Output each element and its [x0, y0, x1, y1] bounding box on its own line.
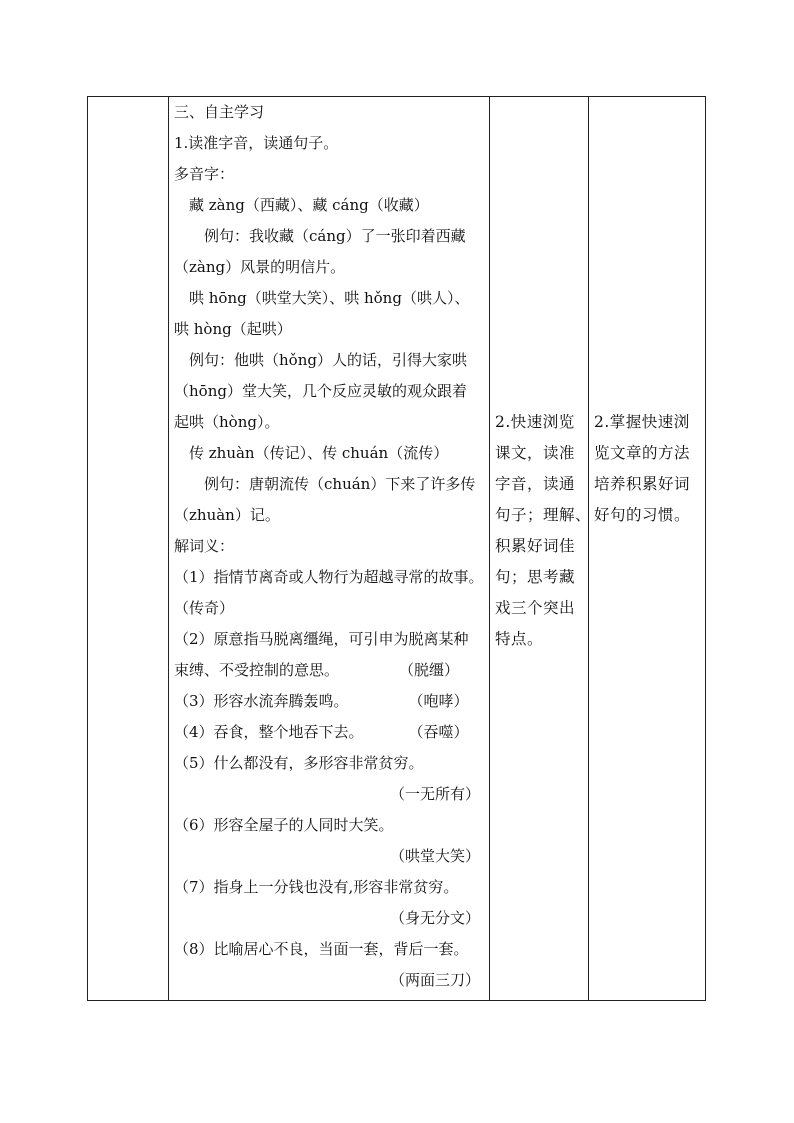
answer-line: （两面三刀） — [389, 971, 480, 989]
content-line: 例句：他哄（hǒng）人的话，引得大家哄 — [174, 351, 467, 369]
content-line: （传奇） — [174, 599, 235, 617]
activity-line: 句子；理解、 — [495, 506, 592, 524]
column-divider-2 — [489, 97, 490, 1000]
intent-line: 培养积累好词 — [594, 475, 691, 493]
answer-line: （哄堂大笑） — [389, 847, 480, 865]
content-line: （hōng）堂大笑，几个反应灵敏的观众跟着 — [174, 382, 467, 400]
content-line: （6）形容全屋子的人同时大笑。 — [174, 816, 394, 834]
section-heading: 三、自主学习 — [174, 103, 265, 121]
content-line: （2）原意指马脱离缰绳，可引申为脱离某种 — [174, 630, 469, 648]
content-line: （7）指身上一分钱也没有,形容非常贫穷。 — [174, 878, 459, 896]
content-line: （1）指情节离奇或人物行为超越寻常的故事。 — [174, 568, 484, 586]
activity-line: 特点。 — [495, 630, 544, 648]
activity-line: 2.快速浏览 — [495, 413, 575, 431]
activity-line: 积累好词佳 — [495, 537, 576, 555]
content-line: 藏 zàng（西藏）、藏 cáng（收藏） — [174, 196, 429, 214]
content-line: 例句：我收藏（cáng）了一张印着西藏 — [174, 227, 466, 245]
content-line: 起哄（hòng）。 — [174, 413, 280, 431]
activity-line: 字音，读通 — [495, 475, 576, 493]
activity-line: 课文，读准 — [495, 444, 576, 462]
content-line: 哄 hōng（哄堂大笑）、哄 hǒng（哄人）、 — [174, 289, 470, 307]
content-line: 解词义： — [174, 537, 235, 555]
answer-line: （身无分文） — [389, 909, 480, 927]
content-line: 1.读准字音，读通句子。 — [174, 134, 339, 152]
content-line: 例句：唐朝流传（chuán）下来了许多传 — [174, 475, 476, 493]
content-line: （8）比喻居心不良，当面一套，背后一套。 — [174, 940, 469, 958]
lesson-plan-table — [87, 96, 706, 1001]
intent-line: 好句的习惯。 — [594, 506, 691, 524]
activity-line: 戏三个突出 — [495, 599, 576, 617]
content-line: 传 zhuàn（传记）、传 chuán（流传） — [174, 444, 449, 462]
learning-content-cell — [168, 97, 489, 1000]
answer-line: （一无所有） — [389, 785, 480, 803]
design-intent-cell — [594, 407, 706, 531]
content-line: 束缚、不受控制的意思。 （脱缰） — [174, 661, 460, 679]
intent-line: 览文章的方法 — [594, 444, 691, 462]
intent-line: 2.掌握快速浏 — [594, 413, 690, 431]
content-line: （3）形容水流奔腾轰鸣。 （咆哮） — [174, 692, 469, 710]
content-line: （4）吞食，整个地吞下去。 （吞噬） — [174, 723, 469, 741]
content-line: （zhuàn）记。 — [174, 506, 280, 524]
content-line: （zàng）风景的明信片。 — [174, 258, 346, 276]
content-line: 哄 hòng（起哄） — [174, 320, 292, 338]
column-divider-3 — [588, 97, 589, 1000]
content-line: （5）什么都没有，多形容非常贫穷。 — [174, 754, 424, 772]
student-activity-cell — [495, 407, 592, 655]
activity-line: 句；思考藏 — [495, 568, 576, 586]
content-line: 多音字： — [174, 165, 235, 183]
